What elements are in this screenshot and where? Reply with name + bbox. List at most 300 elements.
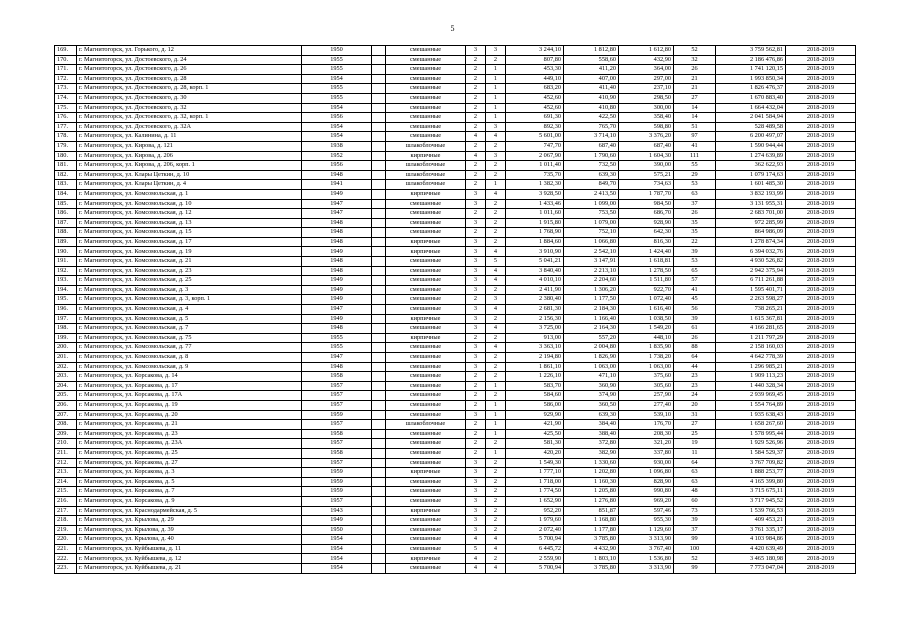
- cell-year-built: 1957: [302, 439, 372, 449]
- cell-row-number: 177.: [55, 122, 77, 132]
- cell-residential-area: 390,00: [619, 161, 674, 171]
- cell-address: г. Магнитогорск, ул. Комсомольская, д. 15: [77, 228, 302, 238]
- cell-repair-period: 2018-2019: [786, 46, 856, 56]
- cell-floors: 2: [466, 84, 486, 94]
- cell-residential-area: 3 767,40: [619, 544, 674, 554]
- cell-entrances: 3: [486, 295, 506, 305]
- cell-row-number: 192.: [55, 266, 77, 276]
- cell-residential-area: 237,10: [619, 84, 674, 94]
- cell-residents: 97: [674, 132, 716, 142]
- cell-entrances: 2: [486, 468, 506, 478]
- cell-repair-period: 2018-2019: [786, 285, 856, 295]
- cell-repair-cost: 3 759 562,81: [716, 46, 786, 56]
- cell-repair-cost: 864 986,09: [716, 228, 786, 238]
- cell-residents: 60: [674, 496, 716, 506]
- cell-repair-cost: 6 394 032,76: [716, 247, 786, 257]
- cell-entrances: 4: [486, 189, 506, 199]
- cell-floors: 2: [466, 74, 486, 84]
- cell-repair-cost: 1 935 638,43: [716, 410, 786, 420]
- cell-address: г. Магнитогорск, ул. Комсомольская, д. 10: [77, 199, 302, 209]
- cell-residents: 21: [674, 84, 716, 94]
- cell-entrances: 2: [486, 353, 506, 363]
- cell-entrances: 2: [486, 141, 506, 151]
- cell-living-area: 3 785,80: [564, 535, 619, 545]
- cell-blank: [372, 180, 386, 190]
- cell-wall-material: кирпичные: [386, 247, 466, 257]
- table-row: [55, 448, 856, 458]
- cell-total-area: 3 928,50: [506, 189, 564, 199]
- cell-repair-period: 2018-2019: [786, 247, 856, 257]
- cell-wall-material: шлакоблочные: [386, 141, 466, 151]
- cell-repair-cost: 972 285,99: [716, 218, 786, 228]
- cell-living-area: 639,30: [564, 170, 619, 180]
- cell-residents: 32: [674, 55, 716, 65]
- cell-living-area: 687,40: [564, 141, 619, 151]
- cell-address: г. Магнитогорск, ул. Корсакова, д. 5: [77, 477, 302, 487]
- cell-total-area: 4 010,10: [506, 276, 564, 286]
- cell-wall-material: кирпичные: [386, 333, 466, 343]
- cell-repair-cost: 4 165 399,80: [716, 477, 786, 487]
- cell-blank: [372, 381, 386, 391]
- cell-row-number: 214.: [55, 477, 77, 487]
- cell-blank: [372, 93, 386, 103]
- cell-residential-area: 1 511,80: [619, 276, 674, 286]
- cell-blank: [372, 410, 386, 420]
- cell-total-area: 929,90: [506, 410, 564, 420]
- cell-year-built: 1954: [302, 103, 372, 113]
- cell-repair-period: 2018-2019: [786, 257, 856, 267]
- cell-year-built: 1943: [302, 506, 372, 516]
- cell-row-number: 197.: [55, 314, 77, 324]
- cell-year-built: 1938: [302, 141, 372, 151]
- cell-blank: [372, 295, 386, 305]
- cell-residents: 11: [674, 448, 716, 458]
- cell-wall-material: смешанные: [386, 103, 466, 113]
- cell-repair-cost: 1 079 174,63: [716, 170, 786, 180]
- cell-wall-material: смешанные: [386, 391, 466, 401]
- cell-repair-period: 2018-2019: [786, 74, 856, 84]
- cell-residents: 26: [674, 65, 716, 75]
- cell-total-area: 1 226,10: [506, 372, 564, 382]
- cell-residents: 99: [674, 564, 716, 574]
- cell-floors: 3: [466, 218, 486, 228]
- cell-total-area: 5 041,21: [506, 257, 564, 267]
- cell-entrances: 1: [486, 180, 506, 190]
- cell-year-built: 1958: [302, 372, 372, 382]
- cell-blank: [372, 564, 386, 574]
- cell-repair-cost: 1 539 766,53: [716, 506, 786, 516]
- cell-blank: [372, 544, 386, 554]
- table-row: [55, 535, 856, 545]
- cell-year-built: 1948: [302, 228, 372, 238]
- cell-row-number: 187.: [55, 218, 77, 228]
- cell-repair-period: 2018-2019: [786, 372, 856, 382]
- cell-floors: 3: [466, 189, 486, 199]
- table-row: [55, 343, 856, 353]
- cell-living-area: 639,30: [564, 410, 619, 420]
- cell-floors: 3: [466, 257, 486, 267]
- cell-wall-material: смешанные: [386, 496, 466, 506]
- cell-floors: 2: [466, 93, 486, 103]
- cell-total-area: 449,10: [506, 74, 564, 84]
- cell-address: г. Магнитогорск, ул. Куйбышева, д. 12: [77, 554, 302, 564]
- cell-year-built: 1947: [302, 353, 372, 363]
- cell-living-area: 557,20: [564, 333, 619, 343]
- cell-repair-cost: 1 554 764,89: [716, 400, 786, 410]
- cell-living-area: 765,70: [564, 122, 619, 132]
- cell-row-number: 176.: [55, 113, 77, 123]
- cell-blank: [372, 285, 386, 295]
- cell-wall-material: смешанные: [386, 324, 466, 334]
- cell-residents: 52: [674, 46, 716, 56]
- cell-residents: 37: [674, 199, 716, 209]
- cell-living-area: 1 168,80: [564, 516, 619, 526]
- cell-entrances: 2: [486, 506, 506, 516]
- cell-total-area: 2 072,40: [506, 525, 564, 535]
- cell-residential-area: 1 063,00: [619, 362, 674, 372]
- cell-repair-cost: 1 601 485,30: [716, 180, 786, 190]
- cell-entrances: 1: [486, 103, 506, 113]
- cell-floors: 4: [466, 564, 486, 574]
- cell-address: г. Магнитогорск, ул. Горького, д. 12: [77, 46, 302, 56]
- cell-residential-area: 1 549,20: [619, 324, 674, 334]
- table-row: [55, 458, 856, 468]
- cell-repair-period: 2018-2019: [786, 218, 856, 228]
- cell-repair-cost: 1 993 850,34: [716, 74, 786, 84]
- cell-wall-material: смешанные: [386, 276, 466, 286]
- cell-residential-area: 1 604,30: [619, 151, 674, 161]
- cell-blank: [372, 218, 386, 228]
- cell-floors: 2: [466, 209, 486, 219]
- cell-repair-cost: 4 166 281,65: [716, 324, 786, 334]
- cell-total-area: 5 700,94: [506, 564, 564, 574]
- cell-repair-period: 2018-2019: [786, 209, 856, 219]
- cell-address: г. Магнитогорск, ул. Корсакова, д. 17А: [77, 391, 302, 401]
- table-row: [55, 122, 856, 132]
- cell-year-built: 1954: [302, 122, 372, 132]
- cell-blank: [372, 362, 386, 372]
- cell-total-area: 6 445,72: [506, 544, 564, 554]
- cell-repair-cost: 1 584 529,37: [716, 448, 786, 458]
- cell-address: г. Магнитогорск, ул. Комсомольская, д. 17: [77, 237, 302, 247]
- cell-total-area: 2 067,90: [506, 151, 564, 161]
- cell-repair-cost: 1 590 944,44: [716, 141, 786, 151]
- cell-residents: 55: [674, 161, 716, 171]
- cell-floors: 3: [466, 362, 486, 372]
- cell-repair-cost: 2 263 598,27: [716, 295, 786, 305]
- cell-residential-area: 298,50: [619, 93, 674, 103]
- cell-wall-material: смешанные: [386, 199, 466, 209]
- cell-living-area: 422,50: [564, 113, 619, 123]
- cell-floors: 3: [466, 516, 486, 526]
- cell-blank: [372, 343, 386, 353]
- cell-repair-cost: 409 453,21: [716, 516, 786, 526]
- table-row: [55, 103, 856, 113]
- cell-wall-material: смешанные: [386, 266, 466, 276]
- cell-total-area: 2 380,40: [506, 295, 564, 305]
- cell-repair-period: 2018-2019: [786, 103, 856, 113]
- cell-living-area: 1 205,80: [564, 487, 619, 497]
- cell-total-area: 452,60: [506, 103, 564, 113]
- cell-entrances: 1: [486, 429, 506, 439]
- cell-wall-material: смешанные: [386, 544, 466, 554]
- table-row: [55, 353, 856, 363]
- cell-residential-area: 1 787,70: [619, 189, 674, 199]
- cell-address: г. Магнитогорск, ул. Комсомольская, д. 7: [77, 324, 302, 334]
- cell-wall-material: смешанные: [386, 132, 466, 142]
- cell-residential-area: 1 096,80: [619, 468, 674, 478]
- cell-wall-material: смешанные: [386, 295, 466, 305]
- cell-living-area: 411,20: [564, 65, 619, 75]
- cell-repair-period: 2018-2019: [786, 161, 856, 171]
- cell-wall-material: кирпичные: [386, 554, 466, 564]
- cell-residents: 20: [674, 400, 716, 410]
- cell-residents: 57: [674, 276, 716, 286]
- cell-floors: 2: [466, 391, 486, 401]
- cell-residents: 29: [674, 170, 716, 180]
- cell-repair-period: 2018-2019: [786, 353, 856, 363]
- cell-blank: [372, 439, 386, 449]
- cell-residential-area: 1 738,20: [619, 353, 674, 363]
- cell-total-area: 5 601,00: [506, 132, 564, 142]
- cell-row-number: 169.: [55, 46, 77, 56]
- cell-row-number: 206.: [55, 400, 77, 410]
- cell-row-number: 175.: [55, 103, 77, 113]
- cell-living-area: 2 004,80: [564, 343, 619, 353]
- cell-entrances: 2: [486, 170, 506, 180]
- cell-total-area: 3 244,10: [506, 46, 564, 56]
- cell-living-area: 410,90: [564, 93, 619, 103]
- cell-blank: [372, 170, 386, 180]
- cell-repair-period: 2018-2019: [786, 84, 856, 94]
- cell-residents: 61: [674, 324, 716, 334]
- cell-total-area: 3 840,40: [506, 266, 564, 276]
- cell-residents: 111: [674, 151, 716, 161]
- cell-repair-period: 2018-2019: [786, 324, 856, 334]
- table-row: [55, 544, 856, 554]
- cell-repair-cost: 6 711 261,88: [716, 276, 786, 286]
- cell-entrances: 2: [486, 458, 506, 468]
- cell-floors: 2: [466, 439, 486, 449]
- cell-residents: 64: [674, 353, 716, 363]
- cell-blank: [372, 372, 386, 382]
- cell-living-area: 411,40: [564, 84, 619, 94]
- cell-entrances: 2: [486, 285, 506, 295]
- cell-row-number: 202.: [55, 362, 77, 372]
- cell-address: г. Магнитогорск, ул. Достоевского, д. 32, корп. 1: [77, 113, 302, 123]
- cell-floors: 2: [466, 372, 486, 382]
- cell-address: г. Магнитогорск, ул. Корсакова, д. 20: [77, 410, 302, 420]
- cell-repair-cost: 1 595 401,71: [716, 285, 786, 295]
- cell-repair-period: 2018-2019: [786, 554, 856, 564]
- cell-living-area: 849,70: [564, 180, 619, 190]
- cell-year-built: 1948: [302, 170, 372, 180]
- cell-blank: [372, 429, 386, 439]
- cell-blank: [372, 266, 386, 276]
- cell-repair-cost: 1 440 328,34: [716, 381, 786, 391]
- cell-wall-material: смешанные: [386, 410, 466, 420]
- cell-residents: 14: [674, 113, 716, 123]
- cell-row-number: 170.: [55, 55, 77, 65]
- cell-row-number: 211.: [55, 448, 77, 458]
- cell-row-number: 209.: [55, 429, 77, 439]
- cell-blank: [372, 420, 386, 430]
- cell-residents: 63: [674, 189, 716, 199]
- cell-residents: 56: [674, 305, 716, 315]
- cell-blank: [372, 276, 386, 286]
- cell-wall-material: смешанные: [386, 458, 466, 468]
- cell-repair-cost: 4 103 984,86: [716, 535, 786, 545]
- cell-residential-area: 575,21: [619, 170, 674, 180]
- cell-address: г. Магнитогорск, ул. Корсакова, д. 7: [77, 487, 302, 497]
- cell-repair-period: 2018-2019: [786, 266, 856, 276]
- cell-wall-material: кирпичные: [386, 506, 466, 516]
- cell-row-number: 217.: [55, 506, 77, 516]
- cell-entrances: 1: [486, 381, 506, 391]
- cell-row-number: 186.: [55, 209, 77, 219]
- cell-entrances: 1: [486, 420, 506, 430]
- cell-wall-material: смешанные: [386, 343, 466, 353]
- cell-entrances: 2: [486, 199, 506, 209]
- cell-living-area: 1 160,30: [564, 477, 619, 487]
- table-row: [55, 525, 856, 535]
- cell-year-built: 1949: [302, 276, 372, 286]
- cell-wall-material: кирпичные: [386, 189, 466, 199]
- cell-entrances: 3: [486, 122, 506, 132]
- cell-entrances: 2: [486, 391, 506, 401]
- cell-row-number: 188.: [55, 228, 77, 238]
- cell-repair-period: 2018-2019: [786, 151, 856, 161]
- cell-residential-area: 828,90: [619, 477, 674, 487]
- cell-repair-cost: 1 274 639,89: [716, 151, 786, 161]
- table-row: [55, 554, 856, 564]
- cell-total-area: 1 777,10: [506, 468, 564, 478]
- cell-repair-period: 2018-2019: [786, 544, 856, 554]
- cell-year-built: 1959: [302, 477, 372, 487]
- table-row: [55, 305, 856, 315]
- cell-total-area: 1 915,80: [506, 218, 564, 228]
- cell-repair-period: 2018-2019: [786, 564, 856, 574]
- cell-row-number: 179.: [55, 141, 77, 151]
- cell-total-area: 913,00: [506, 333, 564, 343]
- cell-blank: [372, 237, 386, 247]
- cell-repair-period: 2018-2019: [786, 420, 856, 430]
- cell-row-number: 180.: [55, 151, 77, 161]
- cell-repair-period: 2018-2019: [786, 113, 856, 123]
- cell-blank: [372, 525, 386, 535]
- cell-blank: [372, 458, 386, 468]
- cell-repair-period: 2018-2019: [786, 228, 856, 238]
- cell-repair-period: 2018-2019: [786, 93, 856, 103]
- cell-repair-cost: 2 186 476,86: [716, 55, 786, 65]
- table-row: [55, 189, 856, 199]
- table-row: [55, 362, 856, 372]
- cell-blank: [372, 141, 386, 151]
- cell-blank: [372, 122, 386, 132]
- cell-floors: 3: [466, 237, 486, 247]
- cell-total-area: 584,60: [506, 391, 564, 401]
- cell-repair-period: 2018-2019: [786, 477, 856, 487]
- cell-wall-material: смешанные: [386, 93, 466, 103]
- table-row: [55, 228, 856, 238]
- cell-wall-material: смешанные: [386, 84, 466, 94]
- cell-row-number: 199.: [55, 333, 77, 343]
- table-row: [55, 468, 856, 478]
- cell-address: г. Магнитогорск, ул. Комсомольская, д. 75: [77, 333, 302, 343]
- cell-floors: 3: [466, 247, 486, 257]
- cell-entrances: 2: [486, 314, 506, 324]
- cell-residential-area: 1 616,40: [619, 305, 674, 315]
- cell-blank: [372, 113, 386, 123]
- cell-repair-cost: 3 131 955,31: [716, 199, 786, 209]
- cell-row-number: 219.: [55, 525, 77, 535]
- cell-residents: 41: [674, 141, 716, 151]
- cell-repair-period: 2018-2019: [786, 487, 856, 497]
- cell-living-area: 732,50: [564, 161, 619, 171]
- cell-residents: 53: [674, 257, 716, 267]
- cell-total-area: 2 559,90: [506, 554, 564, 564]
- table-row: [55, 314, 856, 324]
- cell-entrances: 4: [486, 343, 506, 353]
- cell-row-number: 189.: [55, 237, 77, 247]
- cell-repair-cost: 3 832 193,99: [716, 189, 786, 199]
- cell-entrances: 4: [486, 132, 506, 142]
- cell-blank: [372, 247, 386, 257]
- cell-residents: 37: [674, 525, 716, 535]
- cell-repair-cost: 2 041 584,94: [716, 113, 786, 123]
- cell-entrances: 1: [486, 93, 506, 103]
- cell-blank: [372, 400, 386, 410]
- cell-address: г. Магнитогорск, ул. Калинина, д. 11: [77, 132, 302, 142]
- cell-repair-cost: 2 942 375,94: [716, 266, 786, 276]
- cell-residents: 64: [674, 458, 716, 468]
- cell-living-area: 558,60: [564, 55, 619, 65]
- cell-address: г. Магнитогорск, ул. Куйбышева, д. 11: [77, 544, 302, 554]
- cell-repair-period: 2018-2019: [786, 391, 856, 401]
- cell-year-built: 1949: [302, 189, 372, 199]
- cell-living-area: 2 213,10: [564, 266, 619, 276]
- cell-living-area: 753,50: [564, 209, 619, 219]
- cell-blank: [372, 161, 386, 171]
- cell-residents: 73: [674, 506, 716, 516]
- cell-wall-material: смешанные: [386, 477, 466, 487]
- cell-blank: [372, 151, 386, 161]
- cell-total-area: 453,30: [506, 65, 564, 75]
- cell-repair-period: 2018-2019: [786, 429, 856, 439]
- cell-repair-period: 2018-2019: [786, 381, 856, 391]
- cell-entrances: 2: [486, 372, 506, 382]
- cell-floors: 2: [466, 141, 486, 151]
- cell-repair-cost: 362 622,93: [716, 161, 786, 171]
- page-number: 5: [450, 24, 455, 33]
- cell-repair-period: 2018-2019: [786, 400, 856, 410]
- cell-floors: 2: [466, 122, 486, 132]
- cell-living-area: 360,90: [564, 381, 619, 391]
- cell-residents: 44: [674, 362, 716, 372]
- cell-wall-material: смешанные: [386, 487, 466, 497]
- cell-row-number: 195.: [55, 295, 77, 305]
- cell-living-area: 3 147,91: [564, 257, 619, 267]
- cell-row-number: 184.: [55, 189, 77, 199]
- cell-floors: 4: [466, 151, 486, 161]
- cell-row-number: 212.: [55, 458, 77, 468]
- cell-blank: [372, 516, 386, 526]
- table-row: [55, 487, 856, 497]
- cell-blank: [372, 209, 386, 219]
- cell-row-number: 204.: [55, 381, 77, 391]
- cell-total-area: 425,50: [506, 429, 564, 439]
- cell-floors: 2: [466, 295, 486, 305]
